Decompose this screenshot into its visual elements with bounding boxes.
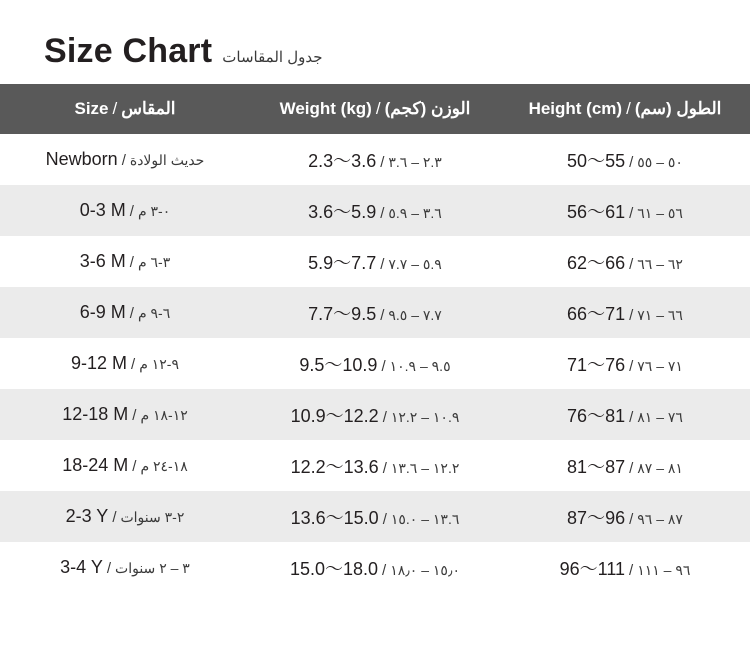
- cell-height-separator: /: [629, 408, 634, 426]
- cell-weight-latin: 2.3〜3.6: [308, 150, 377, 171]
- cell-height-separator: /: [629, 255, 634, 273]
- cell-size-separator: /: [121, 152, 126, 169]
- cell-weight-latin: 3.6〜5.9: [308, 201, 377, 222]
- cell-height-arabic: ٧١ – ٧٦: [637, 357, 683, 374]
- cell-weight-separator: /: [380, 153, 385, 171]
- cell-size-separator: /: [132, 458, 137, 475]
- cell-size-arabic: ٣ – ٢ سنوات: [115, 560, 190, 576]
- cell-size: [0, 185, 250, 236]
- cell-size-arabic: ٦-٩ م: [137, 305, 171, 321]
- cell-height-arabic: ٥٠ – ٥٥: [637, 153, 683, 170]
- cell-size: [0, 491, 250, 542]
- column-header-height-separator: /: [626, 99, 631, 118]
- cell-size: [0, 236, 250, 287]
- cell-height-arabic: ٨١ – ٨٧: [637, 459, 683, 476]
- cell-weight: [250, 338, 500, 389]
- cell-height-latin: 66〜71: [567, 303, 626, 324]
- cell-size: [0, 542, 250, 593]
- table-row: [0, 389, 750, 440]
- column-header-weight-separator: /: [375, 99, 381, 118]
- cell-size-separator: /: [112, 509, 117, 526]
- table-header-row: [0, 84, 750, 134]
- cell-weight-arabic: ٢.٣ – ٣.٦: [388, 153, 442, 170]
- cell-weight-latin: 15.0〜18.0: [289, 558, 379, 579]
- size-chart-table: [0, 84, 750, 593]
- cell-weight-separator: /: [382, 459, 387, 477]
- cell-height-latin: 96〜111: [559, 558, 626, 579]
- page-title-arabic: جدول المقاسات: [222, 49, 323, 66]
- column-header-weight-latin: Weight (kg): [279, 99, 372, 118]
- column-header-weight-arabic: الوزن (كجم): [384, 99, 471, 118]
- cell-height: [500, 134, 750, 185]
- table-row: [0, 491, 750, 542]
- page-title-latin: Size Chart: [44, 32, 213, 70]
- cell-size-arabic: ١٨-٢٤ م: [140, 458, 188, 474]
- cell-height-separator: /: [629, 204, 634, 222]
- cell-weight-arabic: ٧.٧ – ٩.٥: [388, 306, 442, 323]
- cell-size-separator: /: [129, 203, 134, 220]
- cell-weight-separator: /: [382, 510, 387, 528]
- cell-size-separator: /: [132, 407, 137, 424]
- cell-size-separator: /: [131, 356, 136, 373]
- cell-height: [500, 542, 750, 593]
- table-row: [0, 287, 750, 338]
- cell-height: [500, 287, 750, 338]
- column-header-height: [500, 84, 750, 134]
- cell-weight: [250, 389, 500, 440]
- cell-size-latin: 6-9 M: [79, 302, 126, 322]
- cell-weight: [250, 134, 500, 185]
- cell-height-latin: 50〜55: [567, 150, 626, 171]
- cell-height-separator: /: [629, 306, 634, 324]
- table-row: [0, 440, 750, 491]
- cell-height-latin: 71〜76: [567, 354, 626, 375]
- cell-size: [0, 287, 250, 338]
- cell-height: [500, 491, 750, 542]
- table-body: [0, 134, 750, 593]
- cell-size-separator: /: [106, 560, 112, 577]
- cell-height: [500, 440, 750, 491]
- cell-size: [0, 134, 250, 185]
- cell-height-latin: 62〜66: [567, 252, 626, 273]
- cell-weight-arabic: ١٢.٢ – ١٣.٦: [390, 459, 460, 476]
- cell-size-latin: 9-12 M: [70, 353, 128, 373]
- column-header-size-latin: Size: [74, 99, 109, 118]
- cell-height-latin: 81〜87: [567, 456, 626, 477]
- column-header-height-arabic: الطول (سم): [634, 99, 722, 118]
- table-row: [0, 542, 750, 593]
- cell-weight-latin: 7.7〜9.5: [308, 303, 377, 324]
- cell-weight-separator: /: [380, 306, 385, 324]
- cell-weight: [250, 542, 500, 593]
- cell-size: [0, 389, 250, 440]
- cell-height-arabic: ٦٦ – ٧١: [637, 306, 683, 323]
- cell-weight-latin: 10.9〜12.2: [290, 405, 379, 426]
- cell-size-latin: Newborn: [45, 149, 118, 169]
- cell-weight-separator: /: [380, 255, 385, 273]
- cell-size-latin: 0-3 M: [79, 200, 126, 220]
- cell-size-latin: 3-6 M: [79, 251, 126, 271]
- cell-height: [500, 185, 750, 236]
- cell-height-arabic: ٧٦ – ٨١: [637, 408, 683, 425]
- cell-size-arabic: حديث الولادة: [129, 152, 205, 168]
- cell-weight-arabic: ٩.٥ – ١٠.٩: [389, 357, 451, 374]
- cell-height-arabic: ٨٧ – ٩٦: [637, 510, 683, 527]
- cell-height-separator: /: [629, 357, 634, 375]
- column-header-size: [0, 84, 250, 134]
- cell-weight-arabic: ٥.٩ – ٧.٧: [388, 255, 442, 272]
- cell-size-arabic: ٣-٦ م: [137, 254, 171, 270]
- cell-height-arabic: ٥٦ – ٦١: [637, 204, 683, 221]
- cell-height-latin: 87〜96: [567, 507, 626, 528]
- cell-weight-arabic: ٣.٦ – ٥.٩: [388, 204, 442, 221]
- column-header-size-separator: /: [112, 99, 118, 118]
- table-row: [0, 236, 750, 287]
- cell-weight-latin: 5.9〜7.7: [308, 252, 377, 273]
- cell-weight-latin: 12.2〜13.6: [290, 456, 379, 477]
- cell-size-latin: 18-24 M: [62, 455, 129, 475]
- cell-weight: [250, 440, 500, 491]
- cell-weight-separator: /: [381, 357, 386, 375]
- cell-size-latin: 3-4 Y: [60, 557, 103, 577]
- cell-size: [0, 338, 250, 389]
- cell-size-latin: 12-18 M: [62, 404, 129, 424]
- cell-weight-arabic: ١٣.٦ – ١٥.٠: [390, 510, 460, 527]
- cell-weight-arabic: ١٠.٩ – ١٢.٢: [390, 408, 460, 425]
- cell-weight-separator: /: [382, 408, 387, 426]
- cell-size-separator: /: [129, 254, 134, 271]
- cell-weight-latin: 13.6〜15.0: [290, 507, 379, 528]
- cell-height-arabic: ٩٦ – ١١١: [637, 561, 691, 578]
- cell-height: [500, 236, 750, 287]
- cell-size-arabic: ١٢-١٨ م: [140, 407, 188, 423]
- cell-size-arabic: ٠-٣ م: [137, 203, 171, 219]
- cell-size-arabic: ٢-٣ سنوات: [120, 509, 185, 525]
- column-header-size-arabic: المقاس: [121, 99, 176, 118]
- cell-height-separator: /: [629, 561, 634, 579]
- cell-height-separator: /: [629, 153, 634, 171]
- cell-weight: [250, 185, 500, 236]
- cell-height-latin: 56〜61: [567, 201, 626, 222]
- cell-weight: [250, 287, 500, 338]
- cell-height-latin: 76〜81: [567, 405, 626, 426]
- cell-height: [500, 389, 750, 440]
- cell-height-arabic: ٦٢ – ٦٦: [637, 255, 683, 272]
- table-header: [0, 84, 750, 134]
- cell-weight-latin: 9.5〜10.9: [299, 354, 378, 375]
- cell-size-latin: 2-3 Y: [65, 506, 109, 526]
- column-header-weight: [250, 84, 500, 134]
- cell-weight-separator: /: [380, 204, 385, 222]
- cell-height: [500, 338, 750, 389]
- table-row: [0, 338, 750, 389]
- cell-weight-separator: /: [382, 561, 387, 579]
- cell-size-arabic: ٩-١٢ م: [139, 356, 179, 372]
- cell-weight: [250, 491, 500, 542]
- table-row: [0, 134, 750, 185]
- cell-size-separator: /: [129, 305, 134, 322]
- cell-weight: [250, 236, 500, 287]
- cell-height-separator: /: [629, 459, 634, 477]
- cell-weight-arabic: ١٥٫٠ – ١٨٫٠: [390, 561, 461, 578]
- column-header-height-latin: Height (cm): [528, 99, 623, 118]
- cell-size: [0, 440, 250, 491]
- table-row: [0, 185, 750, 236]
- page-title: [0, 0, 750, 84]
- cell-height-separator: /: [629, 510, 634, 528]
